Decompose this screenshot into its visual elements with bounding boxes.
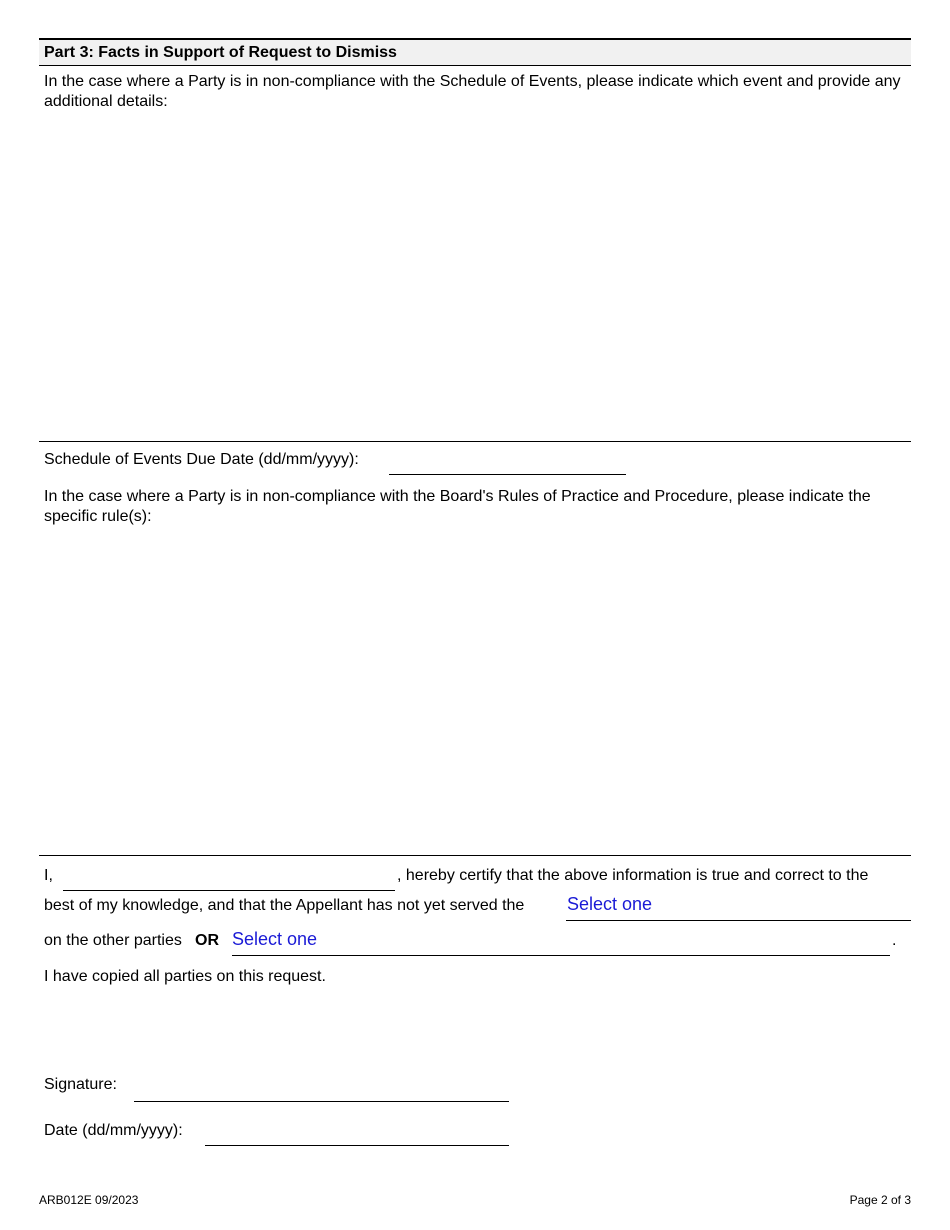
divider (39, 855, 911, 856)
date-label: Date (dd/mm/yyyy): (44, 1122, 183, 1139)
dropdown-value[interactable]: Select one (232, 929, 318, 949)
form-code: ARB012E 09/2023 (39, 1193, 139, 1207)
divider (39, 441, 911, 442)
rules-field[interactable] (39, 530, 911, 852)
document-select-dropdown[interactable] (566, 894, 911, 921)
copied-statement: I have copied all parties on this request. (44, 968, 326, 985)
or-label: OR (195, 932, 219, 949)
certifier-name-field[interactable] (63, 868, 395, 891)
certify-prefix: I, (44, 867, 53, 884)
period: . (892, 932, 897, 949)
signature-field[interactable] (134, 1079, 509, 1102)
alternative-select-dropdown[interactable] (232, 929, 890, 956)
section-header (39, 38, 911, 66)
rules-prompt: In the case where a Party is in non-compliance with the Board's Rules of Practice and Procedure, please indicate the specific rule(s): (44, 488, 871, 525)
signature-label: Signature: (44, 1076, 117, 1093)
certify-line3: on the other parties (44, 932, 182, 949)
section-title: Part 3: Facts in Support of Request to Dismiss (44, 44, 397, 61)
certify-line1-suffix: , hereby certify that the above information is true and correct to the (397, 867, 869, 884)
date-field[interactable] (205, 1123, 509, 1146)
schedule-details-field[interactable] (39, 116, 911, 438)
due-date-label: Schedule of Events Due Date (dd/mm/yyyy): (44, 451, 359, 468)
schedule-prompt: In the case where a Party is in non-compliance with the Schedule of Events, please indicate which event and provide any additional details: (44, 73, 901, 110)
page-number: Page 2 of 3 (849, 1193, 911, 1207)
due-date-field[interactable] (389, 452, 626, 475)
dropdown-value[interactable]: Select one (567, 894, 653, 914)
certify-line2: best of my knowledge, and that the Appellant has not yet served the (44, 897, 525, 914)
